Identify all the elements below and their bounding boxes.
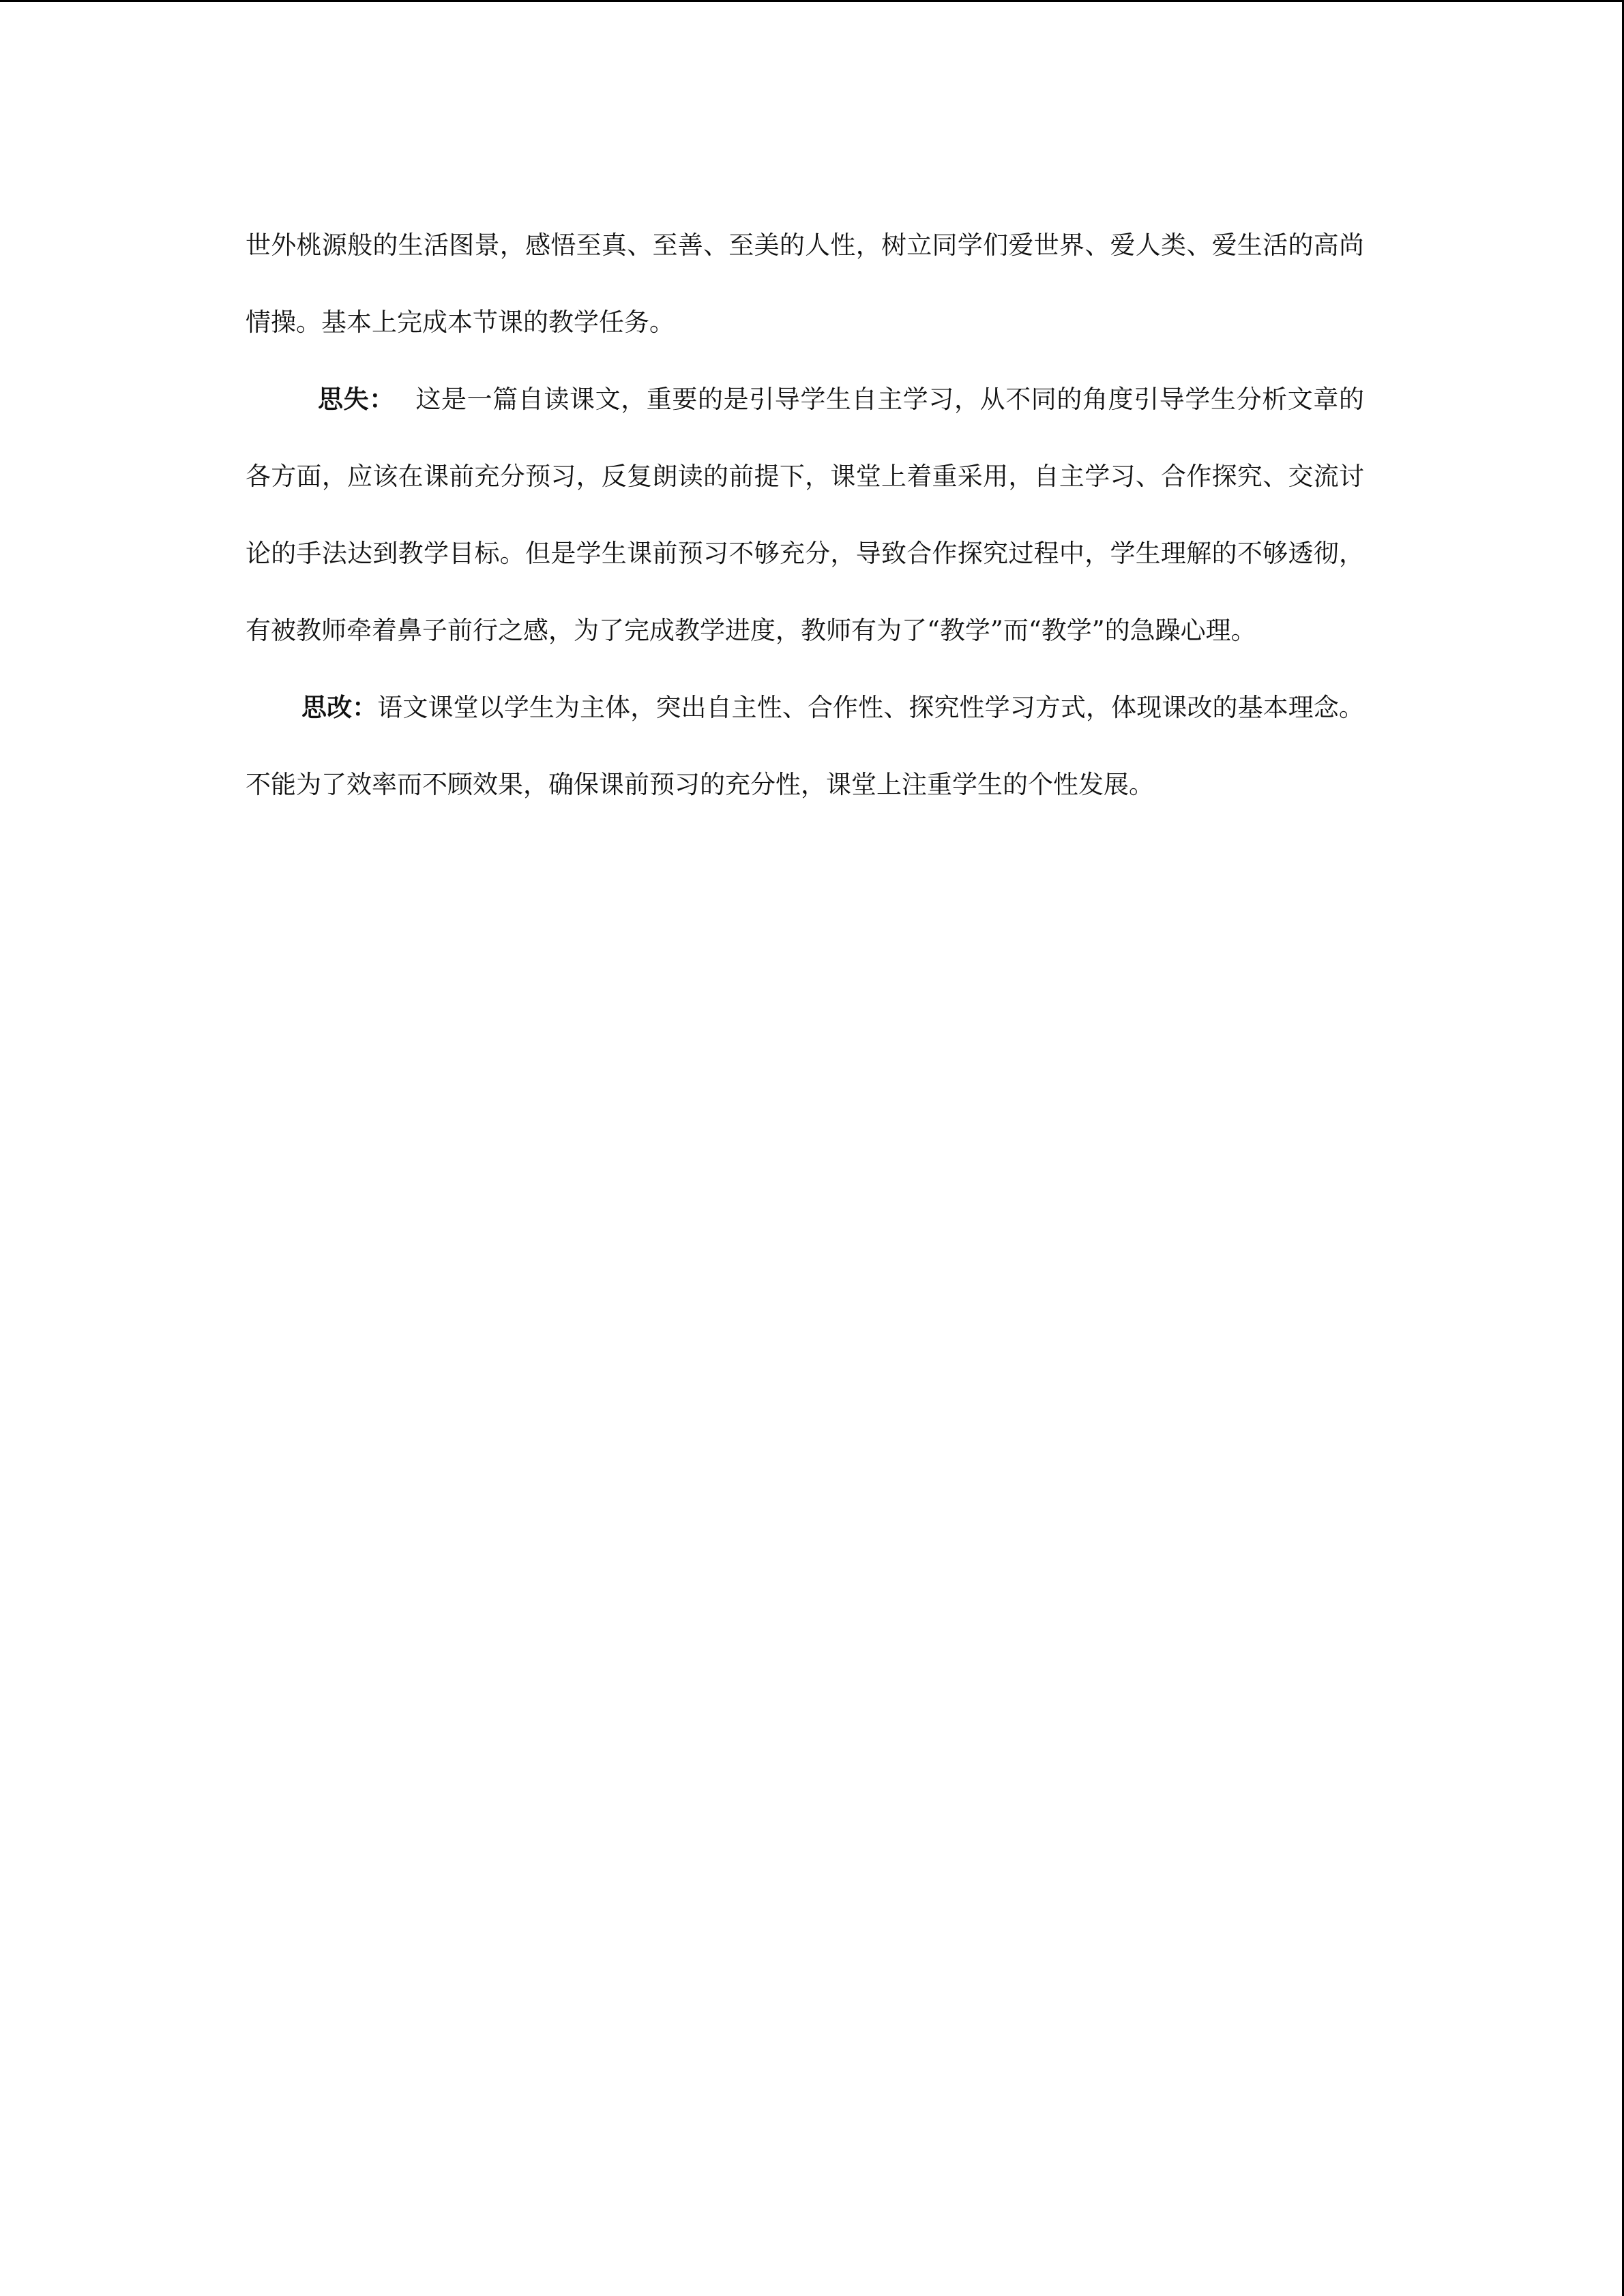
paragraph-continuation [246, 207, 1364, 361]
paragraph-text: 这是一篇自读课文，重要的是引导学生自主学习，从不同的角度引导学生分析文章的各方面，应该在课前充分预习，反复朗读的前提下，课堂上着重采用，自主学习、合作探究、交流讨论的手法达到教学目标。但是学生课前预习不够充分，导致合作探究过程中，学生理解的不够透彻，有被教师牵着鼻子前行之感，为了完成教学进度，教师有为了“教学”而“教学”的急躁心理。 [246, 385, 1365, 645]
paragraph-text: 世外桃源般的生活图景，感悟至真、至善、至美的人性，树立同学们爱世界、爱人类、爱生活的高尚情操。基本上完成本节课的教学任务。 [246, 230, 1364, 337]
paragraph-label: 思失： [318, 384, 395, 414]
paragraph-text: 语文课堂以学生为主体，突出自主性、合作性、探究性学习方式，体现课改的基本理念。不能为了效率而不顾效果，确保课前预习的充分性，课堂上注重学生的个性发展。 [246, 693, 1365, 799]
paragraph-reflection-shortcomings [246, 361, 1364, 669]
paragraph-label: 思改： [301, 692, 378, 722]
document-body [246, 207, 1364, 823]
paragraph-reflection-improvements [246, 669, 1364, 823]
